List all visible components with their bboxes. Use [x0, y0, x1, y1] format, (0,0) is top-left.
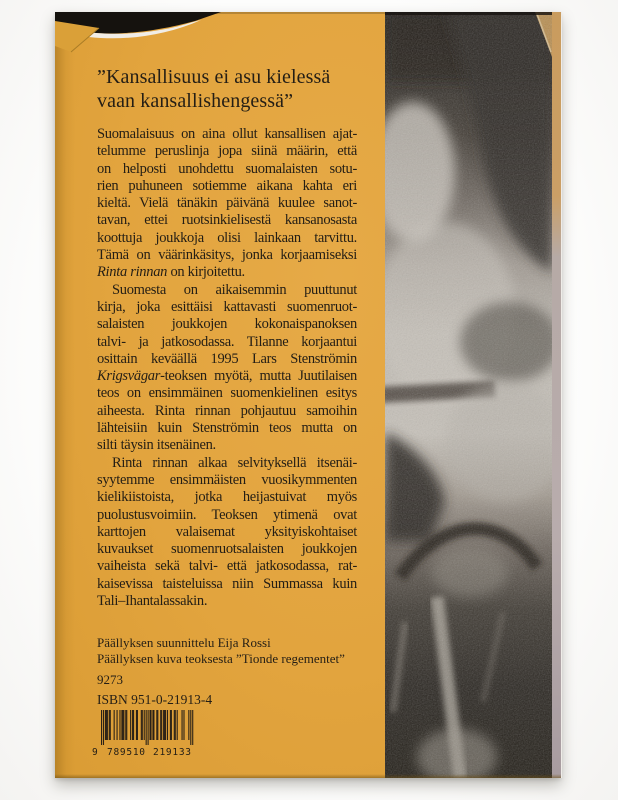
blurb-text — [97, 126, 357, 610]
blurb-line: telumme peruslinja jopa siinä määrin, että — [97, 143, 357, 160]
blurb-line: Suomalaisuus on aina ollut kansallisen ajat- — [97, 126, 357, 142]
blurb-line: Tali–Ihantalassakin. — [97, 593, 208, 610]
book-jacket — [55, 12, 561, 778]
cover-quote-title — [97, 65, 357, 113]
ean13-barcode — [91, 710, 213, 758]
blurb-line: talvi- ja jatkosodassa. Tilanne korjaantui — [97, 333, 357, 350]
blurb-line: Rinta rinnan on kirjoitettu. — [97, 264, 245, 281]
blurb-line: Tämä on väärinkäsitys, jonka korjaamiseksi — [97, 247, 357, 264]
credit-photo-source: Päällyksen kuva teoksesta ”Tionde regementet” — [97, 650, 345, 666]
product-code: 9273 — [97, 672, 123, 687]
blurb-line: tavan, ettei ruotsinkielisestä kansanosasta — [97, 212, 357, 229]
barcode-bars — [101, 710, 193, 745]
blurb-line: silti täysin itsenäinen. — [97, 437, 216, 454]
photo-top-edge — [385, 12, 552, 15]
credit-design: Päällyksen suunnittelu Eija Rossi — [97, 635, 271, 650]
blurb-line: kirja, joka esittäisi kattavasti suomenruot- — [97, 298, 357, 315]
blurb-line: rien puhuneen sotiemme aikana kahta eri — [97, 177, 357, 194]
credits-block — [97, 635, 397, 666]
blurb-line: Suomesta on aikaisemmin puuttunut — [112, 281, 357, 298]
blurb-line: Krigsvägar-teoksen myötä, mutta Juutilaisen — [97, 368, 357, 385]
blurb-line: kuvaukset suomenruotsalaisten joukkojen — [97, 541, 357, 558]
blurb-line: koottuja joukkoja olisi lainkaan tarvittu. — [97, 229, 357, 246]
blurb-line: kieltä. Vielä tänäkin päivänä kuulee sanot- — [97, 195, 357, 212]
quote-line-2: vaan kansallishengessä” — [97, 90, 294, 112]
blurb-line: salaisten joukkojen kokonaispanoksen — [97, 316, 357, 333]
cover-photo-strip — [385, 12, 552, 778]
barcode-digit-left: 9 — [92, 747, 98, 758]
blurb-line: teos on ensimmäinen suomenkielinen esitys — [97, 385, 357, 402]
blurb-line: karttojen valaisemat yksityiskohtaiset — [97, 523, 357, 540]
jacket-top-edge — [205, 12, 387, 14]
quote-line-1: ”Kansallisuus ei asu kielessä — [97, 66, 331, 88]
torn-corner — [55, 12, 230, 62]
blurb-line: Rinta rinnan alkaa selvityksellä itsenäi- — [112, 454, 357, 471]
blurb-line: on helposti unohdettu suomalaisten sotu- — [97, 160, 357, 177]
blurb-line: vaiheista sekä talvi- että jatkosodassa, rat- — [97, 558, 357, 575]
blurb-line: lähteisiin kuin Stenströmin teos mutta on — [97, 420, 357, 437]
barcode-digits-group2: 219133 — [153, 747, 191, 758]
isbn-text: ISBN 951-0-21913-4 — [97, 692, 213, 707]
barcode-digits-group1: 789510 — [107, 747, 145, 758]
blurb-line: syytemme ensimmäisten vuosikymmenten — [97, 471, 357, 488]
blurb-line: kielikiistoista, jotka heijastuivat myös — [97, 489, 357, 506]
blurb-line: aiheesta. Rinta rinnan pohjautuu samoihin — [97, 402, 357, 419]
photo-grain — [385, 12, 552, 778]
page-block-edge — [552, 12, 562, 778]
blurb-line: kaisevissa taisteluissa niin Summassa kuin — [97, 575, 357, 592]
blurb-line: puolustusvoimiin. Teoksen ytimenä ovat — [97, 506, 357, 523]
blurb-line: osittain keväällä 1995 Lars Stenströmin — [97, 350, 357, 367]
cover-text-column — [97, 65, 357, 610]
